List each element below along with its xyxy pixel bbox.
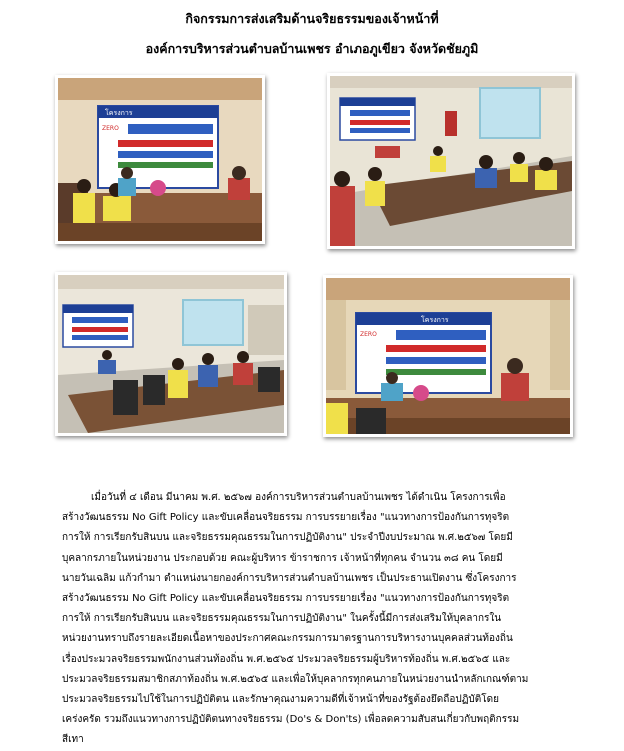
photo-3 (55, 272, 287, 436)
meeting-photo-2 (330, 76, 572, 246)
body-paragraph (62, 488, 572, 751)
body-line: สีเทา (62, 734, 84, 746)
body-line: การให้ การเรียกรับสินบน และจริยธรรมคุณธรรมในการปฏิบัติงาน" ในครั้งนี้มีการส่งเสริมให้บุคลากรใน (62, 613, 502, 625)
photo-1 (55, 75, 265, 244)
document-subtitle: องค์การบริหารส่วนตำบลบ้านเพชร อำเภอภูเขียว จังหวัดชัยภูมิ (145, 41, 479, 56)
banner-logo: ZERO (102, 125, 119, 132)
banner-logo-2: ZERO (360, 331, 377, 338)
body-line: บุคลากรภายในหน่วยงาน ประกอบด้วย คณะผู้บริหาร ข้าราชการ เจ้าหน้าที่ทุกคน จำนวน ๓๘ คน โดยมี (62, 552, 503, 564)
body-line: ประมวลจริยธรรมไปใช้ในการปฏิบัติตน และรักษาคุณงามความดีที่เจ้าหน้าที่ของรัฐต้องยึดถือปฏิบัติโดย (62, 694, 499, 706)
document-title: กิจกรรมการส่งเสริมด้านจริยธรรมของเจ้าหน้าที่ (185, 11, 439, 26)
meeting-photo-1 (58, 78, 262, 241)
body-line: สร้างวัฒนธรรม No Gift Policy และขับเคลื่อนจริยธรรม การบรรยายเรื่อง "แนวทางการป้องกันการทุจริต (62, 593, 510, 605)
meeting-photo-3 (58, 275, 284, 433)
body-line: เคร่งครัด รวมถึงแนวทางการปฏิบัติตนทางจริยธรรม (Do's & Don'ts) เพื่อลดความสับสนเกี่ยวกับพฤติกรรม (62, 714, 520, 726)
body-line: สร้างวัฒนธรรม No Gift Policy และขับเคลื่อนจริยธรรม การบรรยายเรื่อง "แนวทางการป้องกันการทุจริต (62, 512, 510, 524)
body-line: การให้ การเรียกรับสินบน และจริยธรรมคุณธรรมในการปฏิบัติงาน" ประจำปีงบประมาณ พ.ศ.๒๕๖๗ โดยมี (62, 532, 513, 544)
body-line: นายวันเฉลิม แก้วกำมา ตำแหน่งนายกองค์การบริหารส่วนตำบลบ้านเพชร เป็นประธานเปิดงาน ซึ่งโครงการ (62, 572, 517, 584)
body-line: เมื่อวันที่ ๔ เดือน มีนาคม พ.ศ. ๒๕๖๗ องค์การบริหารส่วนตำบลบ้านเพชร ได้ดำเนิน โครงการเพื่อ (91, 492, 506, 503)
banner-heading: โครงการ (105, 109, 133, 117)
body-line: ประมวลจริยธรรมสมาชิกสภาท้องถิ่น พ.ศ.๒๕๖๕ และเพื่อให้บุคลากรทุกคนภายในหน่วยงานนำหลักเกณฑ์ตาม (62, 673, 529, 685)
body-line: หน่วยงานทราบถึงรายละเอียดเนื้อหาของประกาศคณะกรรมการมาตรฐานการบริหารงานบุคคลส่วนท้องถิ่น (62, 633, 513, 645)
meeting-photo-4 (326, 278, 570, 434)
photo-4 (323, 275, 573, 437)
photo-2 (327, 73, 575, 249)
body-line: เรื่องประมวลจริยธรรมพนักงานส่วนท้องถิ่น พ.ศ.๒๕๖๕ ประมวลจริยธรรมผู้บริหารท้องถิ่น พ.ศ.๒๕๖๕ และ (62, 653, 511, 665)
banner-heading-2: โครงการ (421, 316, 449, 324)
